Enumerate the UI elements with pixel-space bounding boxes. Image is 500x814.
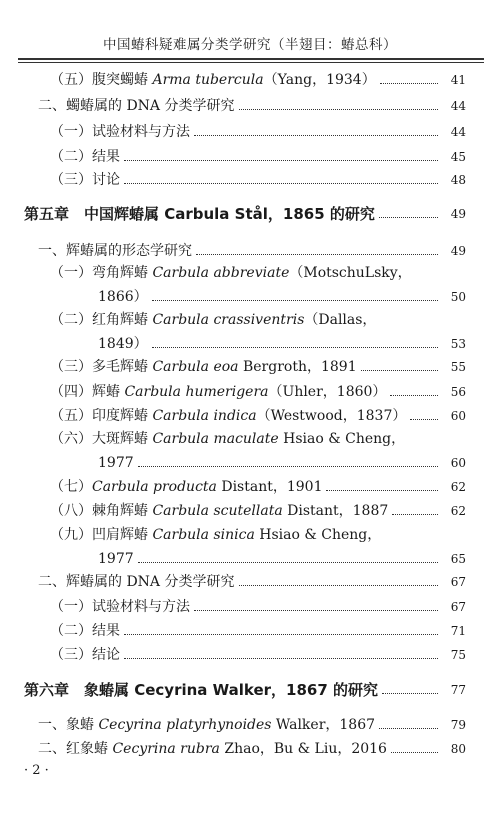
- entry-label: （一）试验材料与方法: [50, 124, 190, 140]
- entry-label: （六）大斑辉蝽: [50, 431, 153, 447]
- chapter-title: 第五章 中国辉蝽属 Carbula Stål，1865 的研究: [24, 205, 375, 223]
- entry-page: 75: [450, 648, 466, 662]
- entry-page: 60: [450, 456, 466, 470]
- entry-scientific-name: Carbula abbreviate: [152, 265, 290, 281]
- entry-label: 二、红象蝽: [38, 741, 113, 757]
- dot-leader: [124, 634, 438, 635]
- dot-leader: [194, 135, 438, 136]
- entry-author: （Westwood，1837）: [256, 408, 407, 424]
- entry-label: （三）多毛辉蝽: [50, 359, 153, 375]
- dot-leader: [379, 217, 438, 218]
- dot-leader: [239, 585, 438, 586]
- entry-page: 62: [450, 480, 466, 494]
- entry-page: 41: [450, 73, 466, 87]
- entry-author: Bergroth，1891: [238, 359, 357, 375]
- dot-leader: [410, 419, 438, 420]
- entry-label: 一、象蝽: [38, 717, 99, 733]
- dot-leader: [124, 160, 438, 161]
- entry-page: 71: [450, 624, 466, 638]
- dot-leader: [196, 254, 438, 255]
- dot-leader: [194, 610, 438, 611]
- chapter-title: 第六章 象蝽属 Cecyrina Walker，1867 的研究: [24, 681, 379, 699]
- entry-continuation: 1866）: [98, 289, 148, 305]
- entry-label: （三）结论: [50, 647, 120, 663]
- dot-leader: [390, 395, 438, 396]
- entry-page: 48: [450, 173, 466, 187]
- entry-label: （九）凹肩辉蝽: [50, 527, 153, 543]
- entry-page: 53: [450, 337, 466, 351]
- dot-leader: [239, 109, 438, 110]
- running-header: 中国蝽科疑难属分类学研究（半翅目：蝽总科）: [103, 37, 397, 53]
- entry-continuation: 1977: [98, 455, 134, 471]
- entry-page: 80: [450, 742, 466, 756]
- entry-page: 62: [450, 504, 466, 518]
- entry-page: 56: [450, 385, 466, 399]
- toc-entry[interactable]: [50, 310, 466, 354]
- entry-page: 44: [450, 99, 466, 113]
- entry-label: （八）棘角辉蝽: [50, 503, 153, 519]
- entry-label: （三）讨论: [50, 172, 120, 188]
- entry-page: 60: [450, 409, 466, 423]
- entry-page: 55: [450, 360, 466, 374]
- dot-leader: [380, 83, 438, 84]
- entry-page: 44: [450, 125, 466, 139]
- dot-leader: [124, 183, 438, 184]
- entry-scientific-name: Carbula scutellata: [152, 503, 283, 519]
- dot-leader: [138, 562, 438, 563]
- entry-author: Zhao，Bu & Liu，2016: [219, 741, 387, 757]
- entry-author: Hsiao & Cheng，: [254, 527, 382, 543]
- entry-label: 一、辉蝽属的形态学研究: [38, 243, 192, 259]
- entry-scientific-name: Carbula eoa: [152, 359, 239, 375]
- entry-label: （五）印度辉蝽: [50, 408, 153, 424]
- entry-scientific-name: Carbula crassiventris: [152, 312, 305, 328]
- entry-label: （四）辉蝽: [50, 384, 125, 400]
- entry-label: （一）弯角辉蝽: [50, 265, 153, 281]
- entry-label: （五）腹突蠋蝽: [50, 72, 153, 88]
- entry-label: 二、辉蝽属的 DNA 分类学研究: [38, 574, 235, 590]
- dot-leader: [326, 490, 438, 491]
- entry-label: （二）结果: [50, 149, 120, 165]
- dot-leader: [391, 752, 438, 753]
- entry-label: （一）试验材料与方法: [50, 599, 190, 615]
- entry-scientific-name: Arma tubercula: [152, 72, 264, 88]
- entry-page: 65: [450, 552, 466, 566]
- dot-leader: [392, 514, 438, 515]
- dot-leader: [152, 300, 438, 301]
- entry-scientific-name: Carbula producta: [92, 479, 217, 495]
- entry-page: 67: [450, 600, 466, 614]
- entry-label: （七）: [50, 479, 92, 495]
- entry-scientific-name: Cecyrina rubra: [112, 741, 220, 757]
- entry-page: 49: [450, 207, 466, 221]
- entry-author: Distant，1887: [282, 503, 389, 519]
- dot-leader: [152, 347, 438, 348]
- dot-leader: [138, 466, 438, 467]
- entry-author: （Uhler，1860）: [268, 384, 387, 400]
- dot-leader: [124, 658, 438, 659]
- dot-leader: [361, 370, 438, 371]
- entry-page: 79: [450, 718, 466, 732]
- entry-page: 49: [450, 244, 466, 258]
- toc-entry[interactable]: [50, 263, 466, 307]
- entry-author: （Yang，1934）: [263, 72, 376, 88]
- entry-page: 67: [450, 575, 466, 589]
- entry-label: 二、蠋蝽属的 DNA 分类学研究: [38, 98, 235, 114]
- toc-entry[interactable]: [50, 429, 466, 473]
- page-number: · 2 ·: [24, 763, 49, 778]
- entry-scientific-name: Carbula humerigera: [124, 384, 269, 400]
- entry-scientific-name: Carbula indica: [152, 408, 257, 424]
- entry-label: （二）红角辉蝽: [50, 312, 153, 328]
- dot-leader: [379, 728, 438, 729]
- entry-author: Hsiao & Cheng，: [278, 431, 406, 447]
- entry-author: Walker，1867: [271, 717, 376, 733]
- entry-author: Distant，1901: [216, 479, 323, 495]
- entry-label: （二）结果: [50, 623, 120, 639]
- entry-continuation: 1977: [98, 551, 134, 567]
- dot-leader: [382, 693, 438, 694]
- entry-scientific-name: Cecyrina platyrhynoides: [98, 717, 272, 733]
- entry-continuation: 1849）: [98, 336, 148, 352]
- entry-scientific-name: Carbula maculate: [152, 431, 279, 447]
- entry-scientific-name: Carbula sinica: [152, 527, 255, 543]
- entry-page: 45: [450, 150, 466, 164]
- entry-page: 50: [450, 290, 466, 304]
- entry-author: （Dallas，: [304, 312, 377, 328]
- toc-entry[interactable]: [50, 525, 466, 569]
- entry-author: （MotschuLsky，: [289, 265, 412, 281]
- entry-page: 77: [450, 683, 466, 697]
